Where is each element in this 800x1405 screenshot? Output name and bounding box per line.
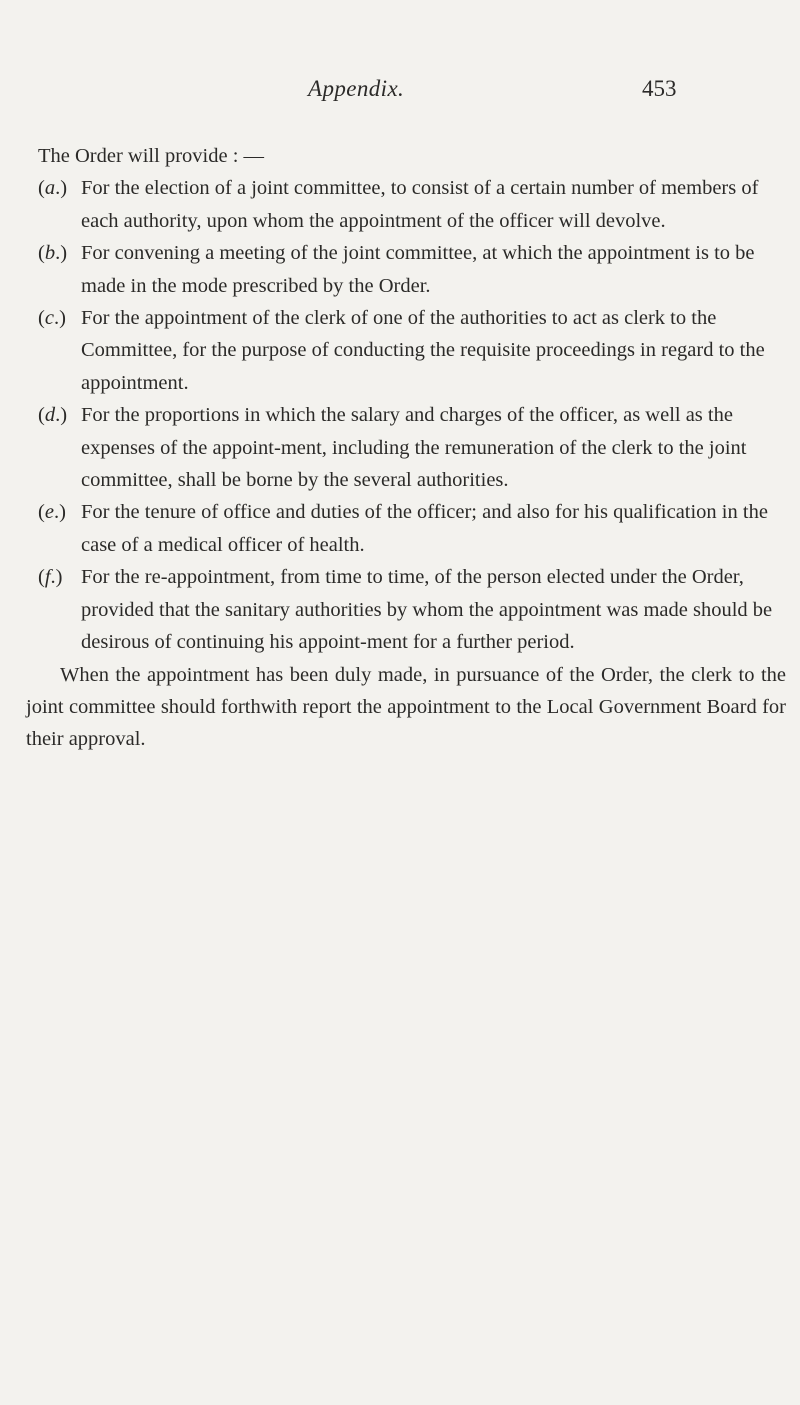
clause-label: (e.) [38,501,66,524]
clause-label: (d.) [38,404,68,427]
clause-label: (a.) [38,177,68,200]
clause-text: For the election of a joint committee, to consist of a certain number of members of each authority, upon whom the appointment of the officer will devolve. [81,177,759,232]
running-title: Appendix. [308,76,405,101]
clause-text: For the re-appointment, from time to time, of the person elected under the Order, provided that the sanitary authorities by whom the appointment was made should be desirous of continuing his appoint-ment for a further period. [81,566,773,654]
intro-paragraph: The Order will provide : — [38,145,265,167]
closing-paragraph: When the appointment has been duly made, in pursuance of the Order, the clerk to the joint committee should forthwith report the appointment to the Local Government Board for their approval. [26,663,786,751]
clause-label: (b.) [38,242,68,265]
page-number: 453 [642,76,677,101]
clause-a [26,172,792,237]
clause-e [26,496,792,561]
clause-text: For the appointment of the clerk of one of the authorities to act as clerk to the Committee, for the purpose of conducting the requisite proceedings in regard to the appointment. [81,307,765,394]
body-text [26,140,792,756]
running-head [0,76,800,106]
clause-f [26,561,792,658]
clause-d [26,399,792,496]
clause-text: For convening a meeting of the joint committee, at which the appointment is to be made in the mode prescribed by the Order. [81,242,755,297]
clause-label: (f.) [38,566,63,589]
clause-c [26,302,792,399]
clause-label: (c.) [38,307,66,330]
clause-text: For the tenure of office and duties of the officer; and also for his qualification in the case of a medical officer of health. [81,501,768,556]
clause-b [26,237,792,302]
clause-text: For the proportions in which the salary and charges of the officer, as well as the expenses of the appoint-ment, including the remuneration of the clerk to the joint committee, shall be borne by the several authorities. [81,404,747,492]
